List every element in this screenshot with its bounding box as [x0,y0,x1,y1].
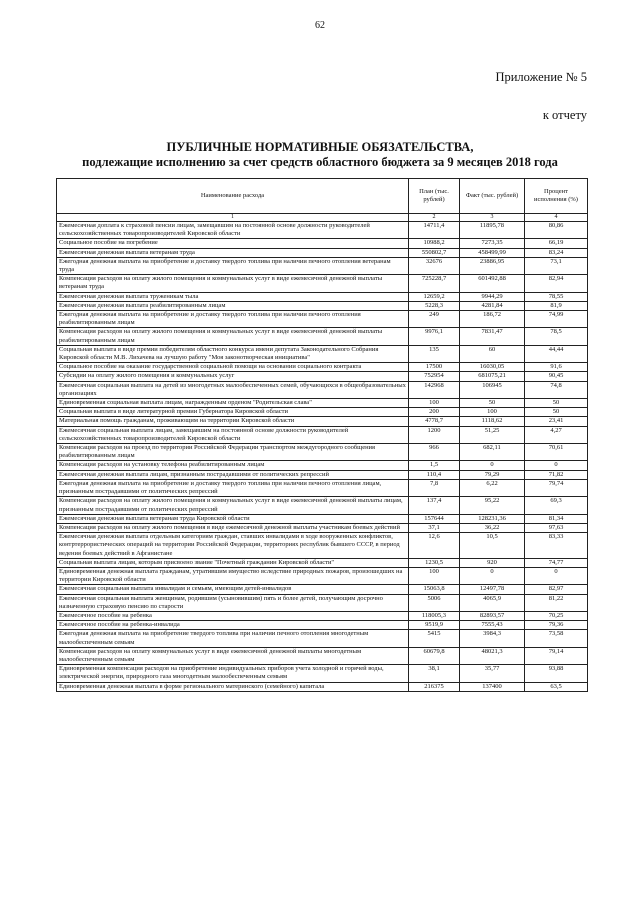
percent-value: 50 [525,408,588,417]
expense-name: Единовременная денежная выплата гражданам, утратившим имущество вследствие природных пожаров, произошедших на территории Кировской области [57,567,409,584]
plan-value: 38,1 [409,665,460,682]
table-row [57,585,588,594]
plan-value: 200 [409,408,460,417]
fact-value: 16030,05 [460,363,525,372]
percent-value: 82,97 [525,585,588,594]
plan-value: 966 [409,444,460,461]
expense-name: Социальная выплата в виде литературной премии Губернатора Кировской области [57,408,409,417]
percent-value: 44,44 [525,345,588,362]
table-row [57,594,588,611]
table-header-row [57,179,588,214]
expense-name: Единовременная компенсация расходов на приобретение индивидуальных приборов учета холодной и горячей воды, электрической энергии, природного газа многодетным малообеспеченным семьям [57,665,409,682]
fact-value: 36,22 [460,523,525,532]
expense-name: Компенсация расходов на оплату жилого помещения и коммунальных услуг в виде ежемесячной денежной выплаты лицам, признанным пострадавшими от политических репрессий [57,497,409,514]
table-row [57,665,588,682]
expense-name: Компенсация расходов на оплату жилого помещения и коммунальных услуг в виде ежемесячной денежной выплаты ветеранам труда [57,275,409,292]
fact-value: 920 [460,558,525,567]
table-row [57,301,588,310]
table-row [57,239,588,248]
table-row [57,682,588,691]
table-row [57,621,588,630]
expense-name: Ежемесячная денежная выплата труженикам тыла [57,292,409,301]
percent-value: 97,63 [525,523,588,532]
expense-name: Субсидии на оплату жилого помещения и коммунальных услуг [57,372,409,381]
plan-value: 752954 [409,372,460,381]
fact-value: 7831,47 [460,328,525,345]
plan-value: 100 [409,567,460,584]
fact-value: 11895,78 [460,222,525,239]
plan-value: 12659,2 [409,292,460,301]
table-row [57,470,588,479]
percent-value: 93,88 [525,665,588,682]
plan-value: 7,8 [409,479,460,496]
fact-value: 60 [460,345,525,362]
fact-value: 4281,84 [460,301,525,310]
plan-value: 135 [409,345,460,362]
percent-value: 69,3 [525,497,588,514]
fact-value: 12497,78 [460,585,525,594]
expense-name: Компенсация расходов на установку телефона реабилитированным лицам [57,461,409,470]
fact-value: 7273,35 [460,239,525,248]
table-row [57,514,588,523]
expense-name: Ежемесячное пособие на ребенка [57,611,409,620]
fact-value: 458499,99 [460,248,525,257]
percent-value: 73,1 [525,257,588,274]
percent-value: 50 [525,399,588,408]
fact-value: 23886,95 [460,257,525,274]
plan-value: 9519,9 [409,621,460,630]
plan-value: 10988,2 [409,239,460,248]
plan-value: 100 [409,399,460,408]
table-row [57,558,588,567]
expense-name: Ежемесячная денежная выплата реабилитированным лицам [57,301,409,310]
column-index: 3 [460,214,525,222]
percent-value: 23,41 [525,417,588,426]
percent-value: 66,19 [525,239,588,248]
plan-value: 1230,5 [409,558,460,567]
table-row [57,372,588,381]
expense-name: Компенсация расходов на оплату жилого помещения в виде ежемесячной денежной выплаты участникам боевых действий [57,523,409,532]
expense-name: Компенсация расходов на оплату коммунальных услуг в виде ежемесячной денежной выплаты многодетным малообеспеченным семьям [57,647,409,664]
expense-name: Социальная выплата лицам, которым присвоено звание "Почетный гражданин Кировской области" [57,558,409,567]
expense-name: Ежемесячная денежная выплата ветеранам труда Кировской области [57,514,409,523]
title-line-2: подлежащие исполнению за счет средств областного бюджета за 9 месяцев 2018 года [82,155,558,169]
expense-name: Ежегодная денежная выплата на приобретение и доставку твердого топлива при наличии печного отопления ветеранам труда [57,257,409,274]
percent-value: 0 [525,461,588,470]
expense-name: Социальная выплата в виде премии победителям областного конкурса имени депутата Законодательного Собрания Кировской области М.В. Лихачева на лучшую работу "Моя законотворческая инициатива" [57,345,409,362]
fact-value: 7555,43 [460,621,525,630]
fact-value: 82893,57 [460,611,525,620]
expense-name: Социальное пособие на оказание государственной социальной помощи на основании социального контракта [57,363,409,372]
header-plan: План (тыс. рублей) [409,179,460,214]
expense-name: Единовременная денежная выплата в форме регионального материнского (семейного) капитала [57,682,409,691]
expense-name: Социальное пособие на погребение [57,239,409,248]
plan-value: 5006 [409,594,460,611]
fact-value: 681075,21 [460,372,525,381]
percent-value: 74,99 [525,311,588,328]
percent-value: 82,94 [525,275,588,292]
percent-value: 0 [525,567,588,584]
plan-value: 5228,3 [409,301,460,310]
plan-value: 15063,8 [409,585,460,594]
plan-value: 142968 [409,381,460,398]
percent-value: 78,55 [525,292,588,301]
expense-name: Ежемесячное пособие на ребенка-инвалида [57,621,409,630]
percent-value: 63,5 [525,682,588,691]
table-row [57,292,588,301]
header-name: Наименование расхода [57,179,409,214]
plan-value: 216375 [409,682,460,691]
plan-value: 550802,7 [409,248,460,257]
fact-value: 1118,62 [460,417,525,426]
fact-value: 100 [460,408,525,417]
table-row [57,311,588,328]
fact-value: 9944,29 [460,292,525,301]
expense-name: Ежемесячная денежная выплата ветеранам труда [57,248,409,257]
plan-value: 5415 [409,630,460,647]
percent-value: 70,61 [525,444,588,461]
expense-name: Единовременная социальная выплата лицам, награжденным орденом "Родительская слава" [57,399,409,408]
fact-value: 79,29 [460,470,525,479]
expense-name: Ежемесячная социальная выплата на детей из многодетных малообеспеченных семей, обучающихся в общеобразовательных организациях [57,381,409,398]
plan-value: 12,6 [409,533,460,559]
header-percent: Процент исполнения (%) [525,179,588,214]
column-index-row [57,214,588,222]
report-reference: к отчету [542,108,587,122]
plan-value: 725228,7 [409,275,460,292]
plan-value: 249 [409,311,460,328]
table-row [57,363,588,372]
expense-name: Ежегодная денежная выплата на приобретение и доставку твердого топлива при наличии печного отопления лицам, признанным пострадавшими от политических репрессий [57,479,409,496]
fact-value: 10,5 [460,533,525,559]
table-row [57,444,588,461]
expense-name: Компенсация расходов на оплату жилого помещения и коммунальных услуг в виде ежемесячной денежной выплаты реабилитированным лицам [57,328,409,345]
expense-name: Ежемесячная доплата к страховой пенсии лицам, замещавшим на постоянной основе должности руководителей сельскохозяйственных товаропроизводителей Кировской области [57,222,409,239]
expense-name: Ежемесячная социальная выплата женщинам, родившим (усыновившим) пять и более детей, получающим досрочно назначенную страховую пенсию по старости [57,594,409,611]
table-row [57,630,588,647]
fact-value: 6,22 [460,479,525,496]
table-row [57,523,588,532]
table-row [57,426,588,443]
percent-value: 70,25 [525,611,588,620]
percent-value: 71,82 [525,470,588,479]
header-fact: Факт (тыс. рублей) [460,179,525,214]
table-row [57,533,588,559]
fact-value: 4065,9 [460,594,525,611]
table-row [57,328,588,345]
fact-value: 137400 [460,682,525,691]
table-row [57,611,588,620]
percent-value: 74,8 [525,381,588,398]
table-row [57,408,588,417]
percent-value: 83,33 [525,533,588,559]
table-row [57,461,588,470]
fact-value: 51,25 [460,426,525,443]
page-number: 62 [315,20,325,31]
plan-value: 17500 [409,363,460,372]
table-row [57,381,588,398]
table-row [57,275,588,292]
expense-name: Ежегодная денежная выплата на приобретение и доставку твердого топлива при наличии печного отопления реабилитированным лицам [57,311,409,328]
percent-value: 78,5 [525,328,588,345]
plan-value: 137,4 [409,497,460,514]
expense-name: Ежемесячная денежная выплата лицам, признанным пострадавшими от политических репрессий [57,470,409,479]
expense-name: Материальная помощь гражданам, проживающим на территории Кировской области [57,417,409,426]
table-row [57,567,588,584]
percent-value: 90,45 [525,372,588,381]
percent-value: 4,27 [525,426,588,443]
percent-value: 74,77 [525,558,588,567]
expense-name: Ежемесячная социальная выплата лицам, замещавшим на постоянной основе должности руководителей сельскохозяйственных товаропроизводителей Кировской области [57,426,409,443]
document-title [0,140,640,170]
table-row [57,248,588,257]
expense-name: Ежегодная денежная выплата на приобретение твердого топлива при наличии печного отопления многодетным малообеспеченным семьям [57,630,409,647]
plan-value: 9976,1 [409,328,460,345]
column-index: 4 [525,214,588,222]
percent-value: 73,58 [525,630,588,647]
plan-value: 60679,8 [409,647,460,664]
fact-value: 106945 [460,381,525,398]
expense-name: Ежемесячная денежная выплата отдельным категориям граждан, ставших инвалидами в ходе вооруженных конфликтов, контртеррористических операций на территории Российской Федерации, территориях республик бывшего СССР, в период ведения боевых действий в Афганистане [57,533,409,559]
fact-value: 128231,36 [460,514,525,523]
plan-value: 110,4 [409,470,460,479]
percent-value: 91,6 [525,363,588,372]
plan-value: 1200 [409,426,460,443]
title-line-1: ПУБЛИЧНЫЕ НОРМАТИВНЫЕ ОБЯЗАТЕЛЬСТВА, [166,140,474,154]
percent-value: 81,22 [525,594,588,611]
fact-value: 50 [460,399,525,408]
plan-value: 37,1 [409,523,460,532]
fact-value: 0 [460,461,525,470]
table-row [57,479,588,496]
table-row [57,399,588,408]
percent-value: 81,34 [525,514,588,523]
percent-value: 79,74 [525,479,588,496]
percent-value: 80,86 [525,222,588,239]
fact-value: 35,77 [460,665,525,682]
appendix-label: Приложение № 5 [495,70,587,84]
column-index: 1 [57,214,409,222]
obligations-table [56,178,588,692]
plan-value: 14711,4 [409,222,460,239]
plan-value: 1,5 [409,461,460,470]
fact-value: 95,22 [460,497,525,514]
percent-value: 79,14 [525,647,588,664]
expense-name: Компенсация расходов на проезд по территории Российской Федерации транспортом междугородного сообщения реабилитированным лицам [57,444,409,461]
table-row [57,417,588,426]
table-row [57,647,588,664]
expense-name: Ежемесячная социальная выплата инвалидам и семьям, имеющим детей-инвалидов [57,585,409,594]
plan-value: 157644 [409,514,460,523]
fact-value: 48021,3 [460,647,525,664]
plan-value: 32676 [409,257,460,274]
percent-value: 83,24 [525,248,588,257]
table-row [57,345,588,362]
table-row [57,497,588,514]
plan-value: 118005,3 [409,611,460,620]
fact-value: 3984,3 [460,630,525,647]
table-row [57,257,588,274]
percent-value: 79,36 [525,621,588,630]
column-index: 2 [409,214,460,222]
fact-value: 186,72 [460,311,525,328]
fact-value: 0 [460,567,525,584]
fact-value: 601492,88 [460,275,525,292]
fact-value: 682,11 [460,444,525,461]
table-body [57,222,588,692]
plan-value: 4778,7 [409,417,460,426]
percent-value: 81,9 [525,301,588,310]
table-row [57,222,588,239]
